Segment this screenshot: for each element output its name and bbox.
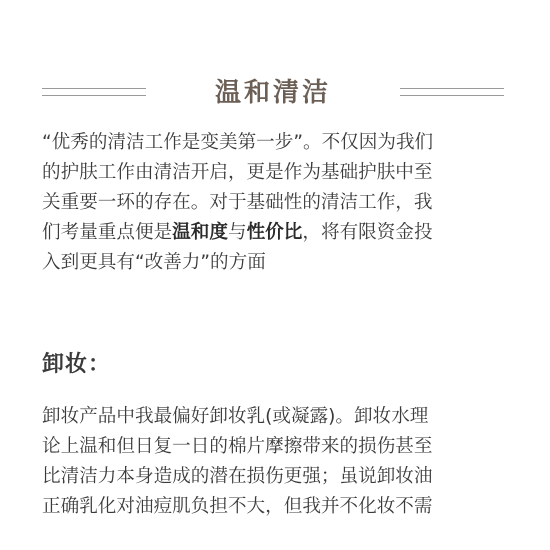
intro-line: “优秀的清洁工作是变美第一步”。不仅因为我们: [42, 132, 434, 153]
emphasis-value: 性价比: [246, 222, 303, 243]
section-title-row: [0, 70, 550, 120]
intro-text: 们考量重点便是: [42, 222, 173, 243]
title-rule-left: [42, 88, 146, 96]
makeup-removal-heading: 卸妆：: [42, 352, 112, 377]
emphasis-mildness: 温和度: [172, 222, 228, 243]
body-line: 比清洁力本身造成的潜在损伤更强；虽说卸妆油: [42, 466, 433, 487]
body-line: 论上温和但日复一日的棉片摩擦带来的损伤甚至: [42, 436, 433, 457]
section-title: 温和清洁: [214, 78, 331, 108]
intro-line: 入到更具有“改善力”的方面: [42, 252, 266, 273]
intro-line: [42, 218, 512, 248]
intro-text: ，将有限资金投: [302, 222, 433, 243]
body-line: 卸妆产品中我最偏好卸妆乳(或凝露)。卸妆水理: [42, 406, 429, 427]
title-rule-right: [400, 88, 504, 96]
body-line: 正确乳化对油痘肌负担不大，但我并不化妆不需: [42, 496, 433, 517]
intro-line: 的护肤工作由清洁开启，更是作为基础护肤中至: [42, 162, 433, 183]
makeup-removal-paragraph: [42, 402, 512, 522]
intro-paragraph: [42, 128, 512, 278]
intro-line: 关重要一环的存在。对于基础性的清洁工作，我: [42, 192, 433, 213]
intro-text: 与: [227, 222, 247, 243]
